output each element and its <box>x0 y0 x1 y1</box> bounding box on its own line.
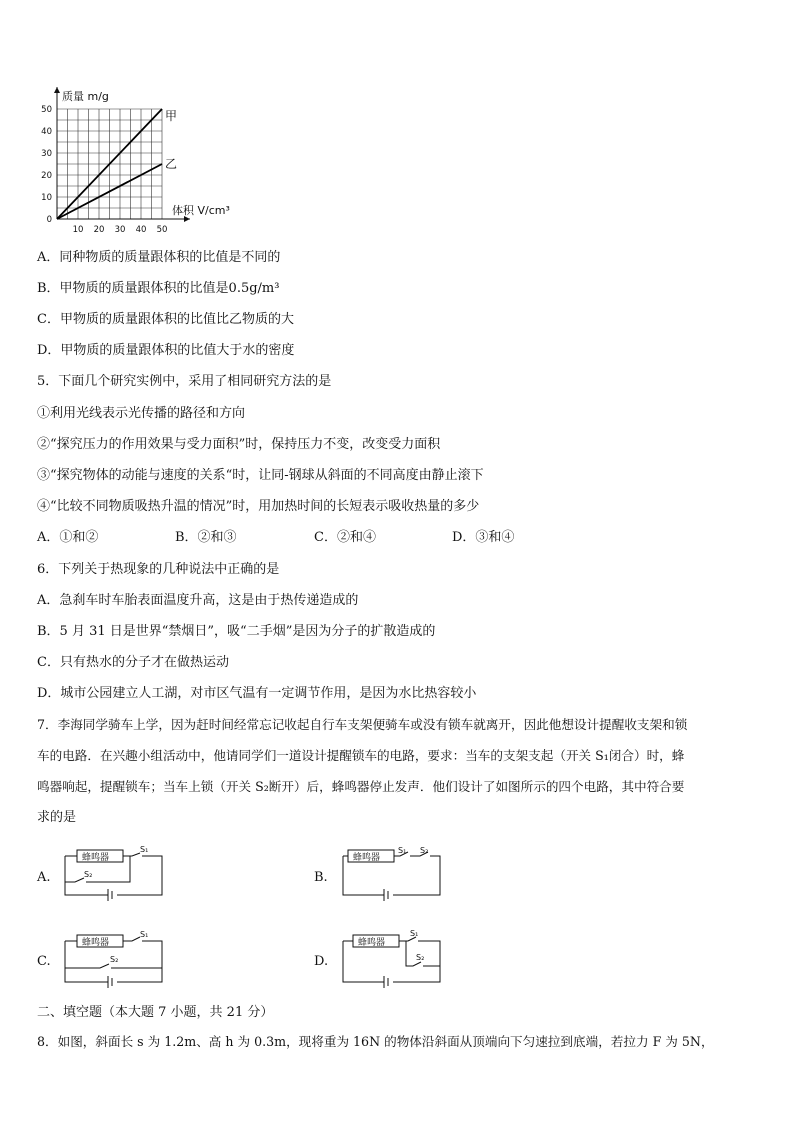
q5-item-3: ③“探究物体的动能与速度的关系“时，让同-钢球从斜面的不同高度由静止滚下 <box>37 468 484 483</box>
y-tick-label: 10 <box>41 193 52 203</box>
q5-option-c: C．②和④ <box>314 530 376 545</box>
y-tick-label: 30 <box>41 149 52 159</box>
x-tick-label: 40 <box>135 225 147 234</box>
q5-option-d: D．③和④ <box>452 530 515 545</box>
y-tick-label: 50 <box>41 105 52 115</box>
q4-option-a: A．同种物质的质量跟体积的比值是不同的 <box>37 250 281 265</box>
q5-item-2: ②“探究压力的作用效果与受力面积”时，保持压力不变，改变受力面积 <box>37 437 441 452</box>
q6-stem: 6．下列关于热现象的几种说法中正确的是 <box>37 562 280 577</box>
q7-line-4: 求的是 <box>37 810 77 825</box>
circuit-c-buzzer: 蜂鸣器 <box>82 938 110 948</box>
circuit-a-s2: S₂ <box>84 870 93 879</box>
circuit-d-diagram <box>338 928 448 990</box>
series-label-yi: 乙 <box>165 157 178 171</box>
q6-option-c: C．只有热水的分子才在做热运动 <box>37 655 229 670</box>
y-axis-label: 质量 m/g <box>62 90 109 103</box>
circuit-b-s1: S₁ <box>398 846 407 855</box>
q5-stem: 5．下面几个研究实例中，采用了相同研究方法的是 <box>37 374 332 389</box>
q6-option-b: B．5 月 31 日是世界“禁烟日”，吸“二手烟”是因为分子的扩散造成的 <box>37 624 436 639</box>
x-axis-label: 体积 V/cm³ <box>172 204 230 217</box>
q5-option-b: B．②和③ <box>175 530 237 545</box>
circuit-b-s2: S₂ <box>420 846 429 855</box>
circuit-a-buzzer: 蜂鸣器 <box>82 853 110 863</box>
y-tick-label: 40 <box>41 127 52 137</box>
q5-item-4: ④“比较不同物质吸热升温的情况”时，用加热时间的长短表示吸收热量的多少 <box>37 499 480 514</box>
circuit-c-diagram <box>60 928 170 990</box>
circuit-a-s1: S₁ <box>140 845 149 854</box>
x-tick-label: 10 <box>72 225 84 234</box>
q4-option-c: C．甲物质的质量跟体积的比值比乙物质的大 <box>37 312 294 327</box>
q4-option-b: B．甲物质的质量跟体积的比值是0.5g/m³ <box>37 281 280 296</box>
q5-item-1: ①利用光线表示光传播的路径和方向 <box>37 406 246 421</box>
y-tick-label: 20 <box>41 171 52 181</box>
section-2-heading: 二、填空题（本大题 7 小题，共 21 分） <box>37 1005 274 1020</box>
circuit-label-c: C. <box>37 954 51 969</box>
circuit-d-buzzer: 蜂鸣器 <box>358 938 386 948</box>
q6-option-a: A．急刹车时车胎表面温度升高，这是由于热传递造成的 <box>37 593 359 608</box>
q4-option-d: D．甲物质的质量跟体积的比值大于水的密度 <box>37 343 295 358</box>
circuit-a-diagram <box>60 845 170 907</box>
series-label-jia: 甲 <box>165 109 178 123</box>
q6-option-d: D．城市公园建立人工湖，对市区气温有一定调节作用，是因为水比热容较小 <box>37 686 477 701</box>
x-tick-label: 50 <box>156 225 168 234</box>
q7-line-1: 7．李海同学骑车上学，因为赶时间经常忘记收起自行车支架便骑车或没有锁车就离开，因此他想设计提醒收支架和锁 <box>37 717 688 732</box>
circuit-c-s2: S₂ <box>110 955 119 964</box>
circuit-label-b: B. <box>314 870 328 885</box>
y-tick-label: 0 <box>46 215 52 225</box>
y-axis-arrow <box>54 87 60 93</box>
q7-line-2: 车的电路．在兴趣小组活动中，他请同学们一道设计提醒锁车的电路，要求：当车的支架支起（开关 S₁闭合）时，蜂 <box>37 748 685 763</box>
x-tick-label: 20 <box>93 225 105 234</box>
circuit-d-s1: S₁ <box>410 929 419 938</box>
circuit-c-s1: S₁ <box>140 930 149 939</box>
mass-volume-chart <box>30 82 240 234</box>
circuit-d-s2: S₂ <box>416 953 425 962</box>
circuit-b-buzzer: 蜂鸣器 <box>353 853 381 863</box>
q7-line-3: 鸣器响起，提醒锁车；当车上锁（开关 S₂断开）后，蜂鸣器停止发声．他们设计了如图所示的四个电路，其中符合要 <box>37 779 685 794</box>
circuit-label-a: A. <box>37 870 51 885</box>
q5-option-a: A．①和② <box>37 530 99 545</box>
circuit-b-diagram <box>338 845 448 907</box>
q8-stem: 8．如图，斜面长 s 为 1.2m、高 h 为 0.3m，现将重为 16N 的物体沿斜面从顶端向下匀速拉到底端，若拉力 F 为 5N， <box>37 1034 714 1049</box>
x-tick-label: 30 <box>114 225 126 234</box>
circuit-label-d: D. <box>314 954 329 969</box>
